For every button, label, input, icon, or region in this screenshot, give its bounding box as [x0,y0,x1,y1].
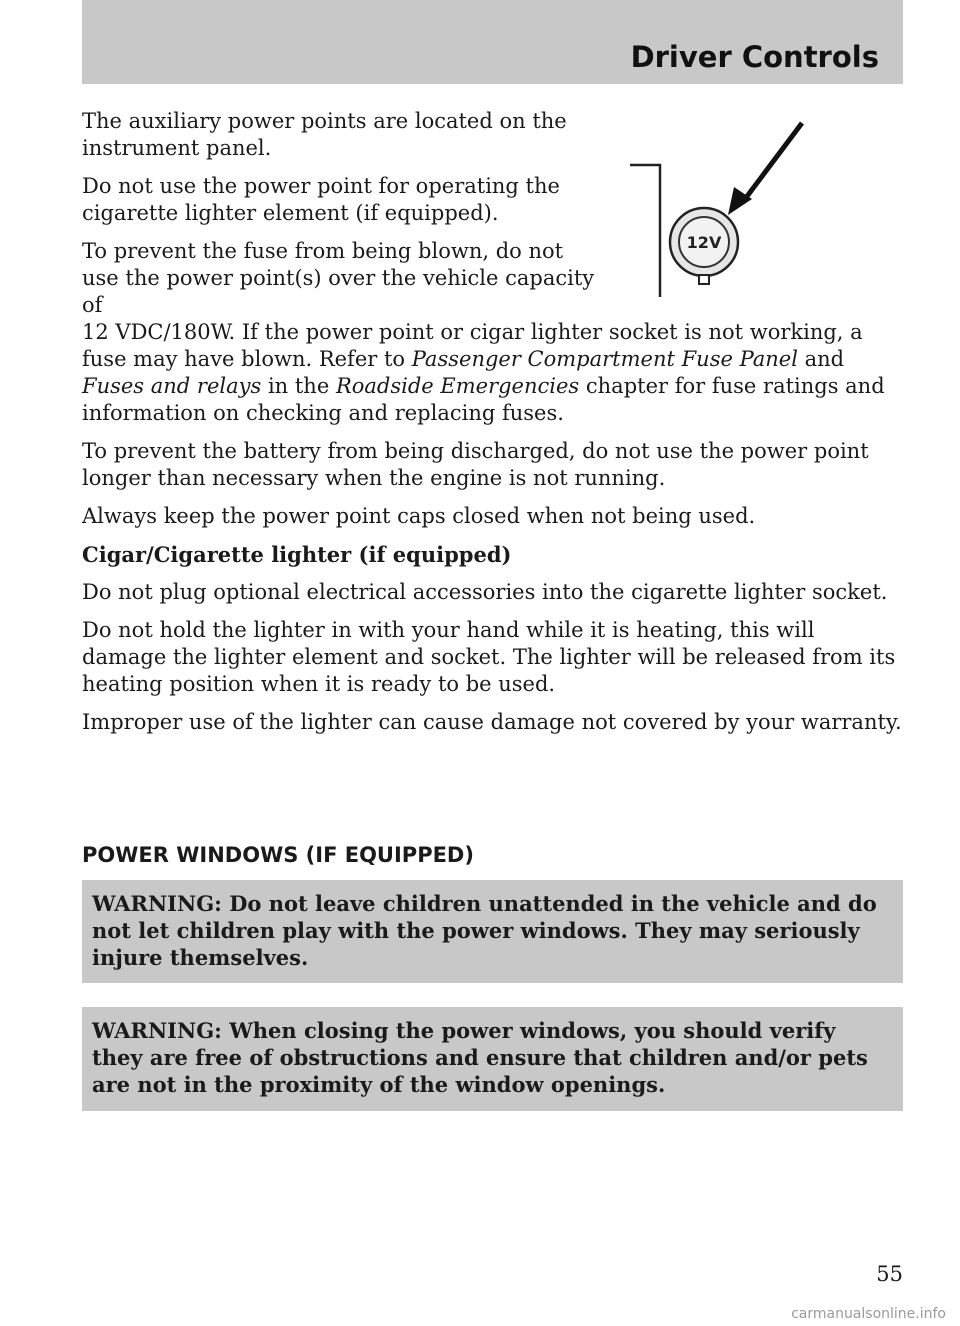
warning-box-obstructions [82,1007,903,1111]
page-number: 55 [876,1262,903,1286]
page-header [82,0,903,84]
subheading-lighter: Cigar/Cigarette lighter (if equipped) [82,542,512,567]
warning-text: WARNING: Do not leave children unattended in the vehicle and do not let children play with the power windows. They may seriously injure themselves. [92,891,877,970]
paragraph-fuse-cont: 12 VDC/180W. If the power point or cigar lighter socket is not working, a fuse may have blown. Refer to Passenger Compartment Fuse Panel and Fuses and relays in the Roadside Emergencies chapter for fuse ratings and information on checking and replacing fuses. [82,320,885,425]
warning-box-children [82,880,903,983]
ref-fuses-relays: Fuses and relays [82,374,262,398]
warning-text: WARNING: When closing the power windows, you should verify they are free of obstructions and ensure that children and/or pets are not in the proximity of the window openings. [92,1018,868,1097]
page-title: Driver Controls [630,40,879,74]
paragraph-hold-lighter: Do not hold the lighter in with your hand while it is heating, this will damage the lighter element and socket. The lighter will be released from its heating position when it is ready to be used. [82,618,896,696]
intro-text [82,108,904,747]
paragraph-accessories: Do not plug optional electrical accessories into the cigarette lighter socket. [82,580,888,604]
watermark: carmanualsonline.info [791,1306,946,1322]
socket-label: 12V [686,233,722,252]
section-heading-power-windows: POWER WINDOWS (IF EQUIPPED) [82,843,474,867]
paragraph-improper-use: Improper use of the lighter can cause damage not covered by your warranty. [82,710,902,734]
ref-fuse-panel: Passenger Compartment Fuse Panel [411,347,798,371]
paragraph-battery: To prevent the battery from being discharged, do not use the power point longer than necessary when the engine is not running. [82,439,869,490]
paragraph-fuse-start: To prevent the fuse from being blown, do not use the power point(s) over the vehicle capacity of [82,239,595,317]
paragraph-location: The auxiliary power points are located on the instrument panel. [82,109,567,160]
paragraph-caps: Always keep the power point caps closed when not being used. [82,504,756,528]
paragraph-lighter-warning: Do not use the power point for operating the cigarette lighter element (if equipped). [82,174,560,225]
ref-roadside-emergencies: Roadside Emergencies [335,374,580,398]
